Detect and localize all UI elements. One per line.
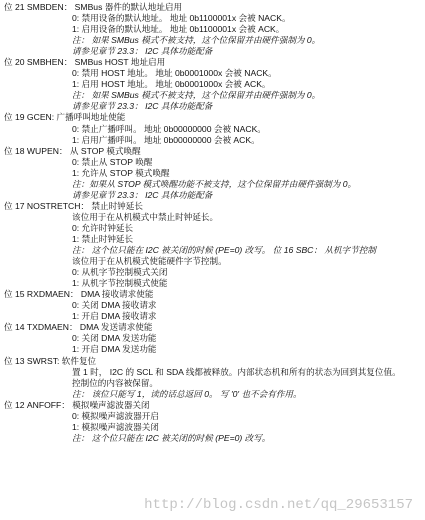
description-line: 1: 开启 DMA 发送功能 <box>72 344 157 355</box>
bit-heading: 位 20 SMBHEN： SMBus HOST 地址启用 <box>4 57 166 68</box>
note-line: 注： 如果 SMBus 模式不被支持，这个位保留并由硬件强制为 0。 <box>72 35 321 46</box>
note-line: 注： 这个位只能在 I2C 被关闭的时候 (PE=0) 改写。 <box>72 432 271 443</box>
description-line: 1: 开启 DMA 接收请求 <box>72 311 157 322</box>
bit-heading: 位 15 RXDMAEN： DMA 接收请求使能 <box>4 289 154 300</box>
bit-heading: 位 18 WUPEN： 从 STOP 模式唤醒 <box>4 145 141 156</box>
note-line: 请参见章节 23.3： I2C 具体功能配备 <box>72 189 213 200</box>
csdn-watermark: http://blog.csdn.net/qq_29653157 <box>144 497 413 513</box>
description-line: 1: 允许从 STOP 模式唤醒 <box>72 167 170 178</box>
description-line: 0: 禁用 HOST 地址。 地址 0b0001000x 会被 NACK。 <box>72 68 277 79</box>
note-line: 请参见章节 23.3： I2C 具体功能配备 <box>72 101 213 112</box>
note-line: 请参见章节 23.3： I2C 具体功能配备 <box>72 46 213 57</box>
description-line: 1: 从机字节控制模式使能 <box>72 278 168 289</box>
description-line: 0: 关闭 DMA 接收请求 <box>72 300 157 311</box>
description-line: 1: 模拟噪声滤波器关闭 <box>72 421 159 432</box>
bit-heading: 位 21 SMBDEN： SMBus 器件的默认地址启用 <box>4 2 183 12</box>
bit-heading: 位 12 ANFOFF： 模拟噪声滤波器关闭 <box>4 399 150 410</box>
note-line: 注： 这个位只能在 I2C 被关闭的时候 (PE=0) 改写。 位 16 SBC： 从机字节控制 <box>72 245 376 256</box>
description-line: 0: 允许时钟延长 <box>72 222 134 233</box>
bit-heading: 位 13 SWRST: 软件复位 <box>4 355 97 366</box>
description-line: 1: 启用广播呼叫。 地址 0b00000000 会被 ACK。 <box>72 134 260 145</box>
bit-heading: 位 17 NOSTRETCH： 禁止时钟延长 <box>4 200 143 211</box>
bit-heading: 位 14 TXDMAEN： DMA 发送请求使能 <box>4 322 153 333</box>
description-line: 1: 启用设备的默认地址。 地址 0b1100001x 会被 ACK。 <box>72 24 285 35</box>
description-line: 0: 关闭 DMA 发送功能 <box>72 333 157 344</box>
description-line: 0: 禁止从 STOP 唤醒 <box>72 156 153 167</box>
note-line: 注：如果从 STOP 模式唤醒功能不被支持，这个位保留并由硬件强制为 0。 <box>72 178 357 189</box>
note-line: 注： 该位只能写 1，读的话总返回 0。 写 '0' 也不会有作用。 <box>72 388 302 399</box>
description-line: 0: 禁止广播呼叫。 地址 0b00000000 会被 NACK。 <box>72 123 266 134</box>
bit-heading: 位 19 GCEN: 广播呼叫地址使能 <box>4 112 126 123</box>
description-line: 1: 启用 HOST 地址。 地址 0b0001000x 会被 ACK。 <box>72 79 271 90</box>
description-line: 该位用于在从机模式使能硬件字节控制。 <box>72 256 227 267</box>
description-line: 0: 模拟噪声滤波器开启 <box>72 410 159 421</box>
description-line: 0: 从机字节控制模式关闭 <box>72 267 168 278</box>
description-line: 0: 禁用设备的默认地址。 地址 0b1100001x 会被 NACK。 <box>72 13 291 24</box>
description-line: 1: 禁止时钟延长 <box>72 233 134 244</box>
description-line: 控制位的内容被保留。 <box>72 377 158 388</box>
note-line: 注： 如果 SMBus 模式不被支持，这个位保留并由硬件强制为 0。 <box>72 90 321 101</box>
description-line: 该位用于在从机模式中禁止时钟延长。 <box>72 211 219 222</box>
description-line: 置 1 时， I2C 的 SCL 和 SDA 线都被释放。内部状态机和所有的状态为回到其复位值。 <box>72 366 401 377</box>
